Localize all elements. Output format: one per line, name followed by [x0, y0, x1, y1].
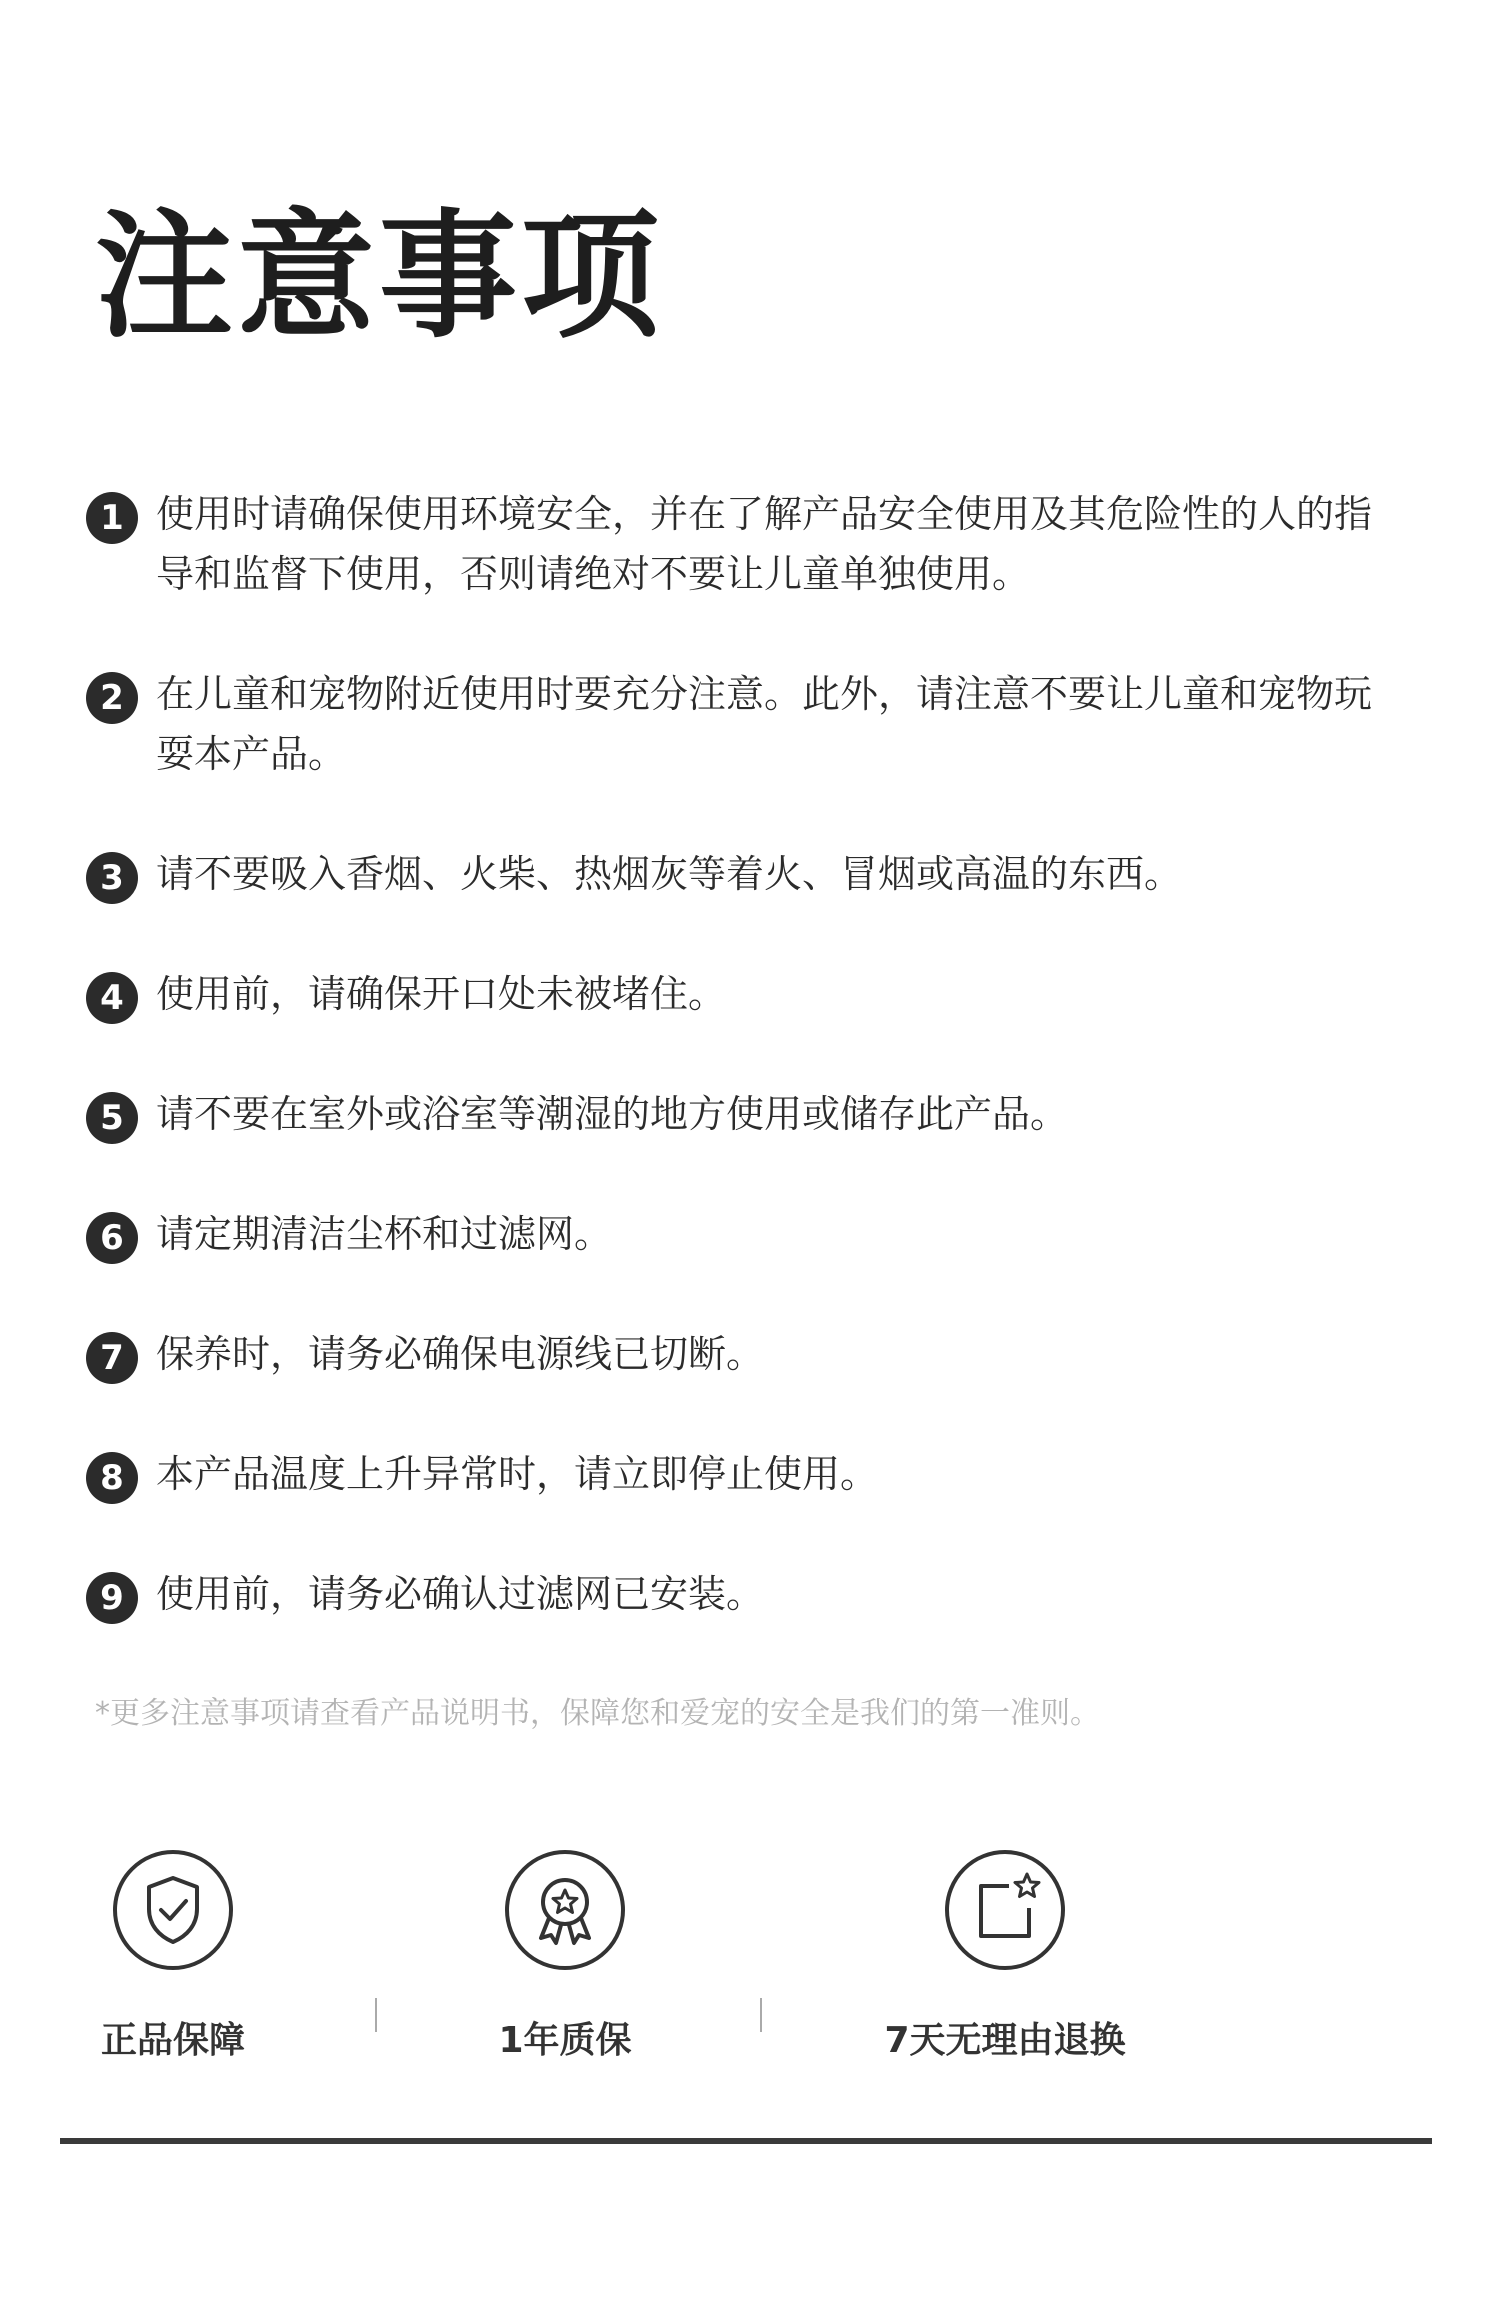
page-title: 注意事项 [95, 196, 664, 357]
notice-number-badge: 9 [86, 1572, 138, 1624]
notice-item [86, 1084, 1406, 1144]
notice-text: 使用前，请务必确认过滤网已安装。 [156, 1572, 765, 1616]
guarantee-label: 7天无理由退换 [884, 2020, 1126, 2061]
guarantee-label: 正品保障 [100, 2020, 245, 2061]
notice-text: 保养时，请务必确保电源线已切断。 [156, 1332, 765, 1376]
notice-number-badge: 2 [86, 672, 138, 724]
notice-number-badge: 4 [86, 972, 138, 1024]
notice-text: 在儿童和宠物附近使用时要充分注意。此外，请注意不要让儿童和宠物玩耍本产品。 [156, 672, 1373, 776]
notice-item [86, 964, 1406, 1024]
notice-number-badge: 5 [86, 1092, 138, 1144]
notice-item [86, 1324, 1406, 1384]
shield-check-icon [111, 1848, 235, 1972]
guarantee-return [855, 1848, 1155, 2063]
notice-number-badge: 6 [86, 1212, 138, 1264]
notice-text: 请不要吸入香烟、火柴、热烟灰等着火、冒烟或高温的东西。 [156, 852, 1183, 896]
notice-number-badge: 8 [86, 1452, 138, 1504]
return-box-star-icon [943, 1848, 1067, 1972]
notice-number-badge: 1 [86, 492, 138, 544]
notice-item [86, 1444, 1406, 1504]
notice-text: 请不要在室外或浴室等潮湿的地方使用或储存此产品。 [156, 1092, 1069, 1136]
guarantee-authentic [23, 1848, 323, 2063]
notice-item [86, 1204, 1406, 1264]
guarantee-warranty [415, 1848, 715, 2063]
notice-item [86, 844, 1406, 904]
notice-text: 请定期清洁尘杯和过滤网。 [156, 1212, 613, 1256]
guarantee-label: 1年质保 [498, 2020, 632, 2061]
notice-text: 本产品温度上升异常时，请立即停止使用。 [156, 1452, 879, 1496]
notice-item [86, 1564, 1406, 1624]
guarantee-divider [375, 1998, 377, 2032]
guarantee-row [0, 1848, 1500, 2061]
notice-item [86, 484, 1406, 604]
notice-list [86, 484, 1406, 1624]
notice-number-badge: 7 [86, 1332, 138, 1384]
notice-number-badge: 3 [86, 852, 138, 904]
guarantee-divider [760, 1998, 762, 2032]
award-medal-icon [503, 1848, 627, 1972]
notice-text: 使用时请确保使用环境安全，并在了解产品安全使用及其危险性的人的指导和监督下使用，否则请绝对不要让儿童单独使用。 [156, 492, 1373, 596]
footnote: *更多注意事项请查看产品说明书，保障您和爱宠的安全是我们的第一准则。 [95, 1696, 1100, 1731]
notice-item [86, 664, 1406, 784]
notice-text: 使用前，请确保开口处未被堵住。 [156, 972, 727, 1016]
bottom-rule [60, 2138, 1432, 2144]
